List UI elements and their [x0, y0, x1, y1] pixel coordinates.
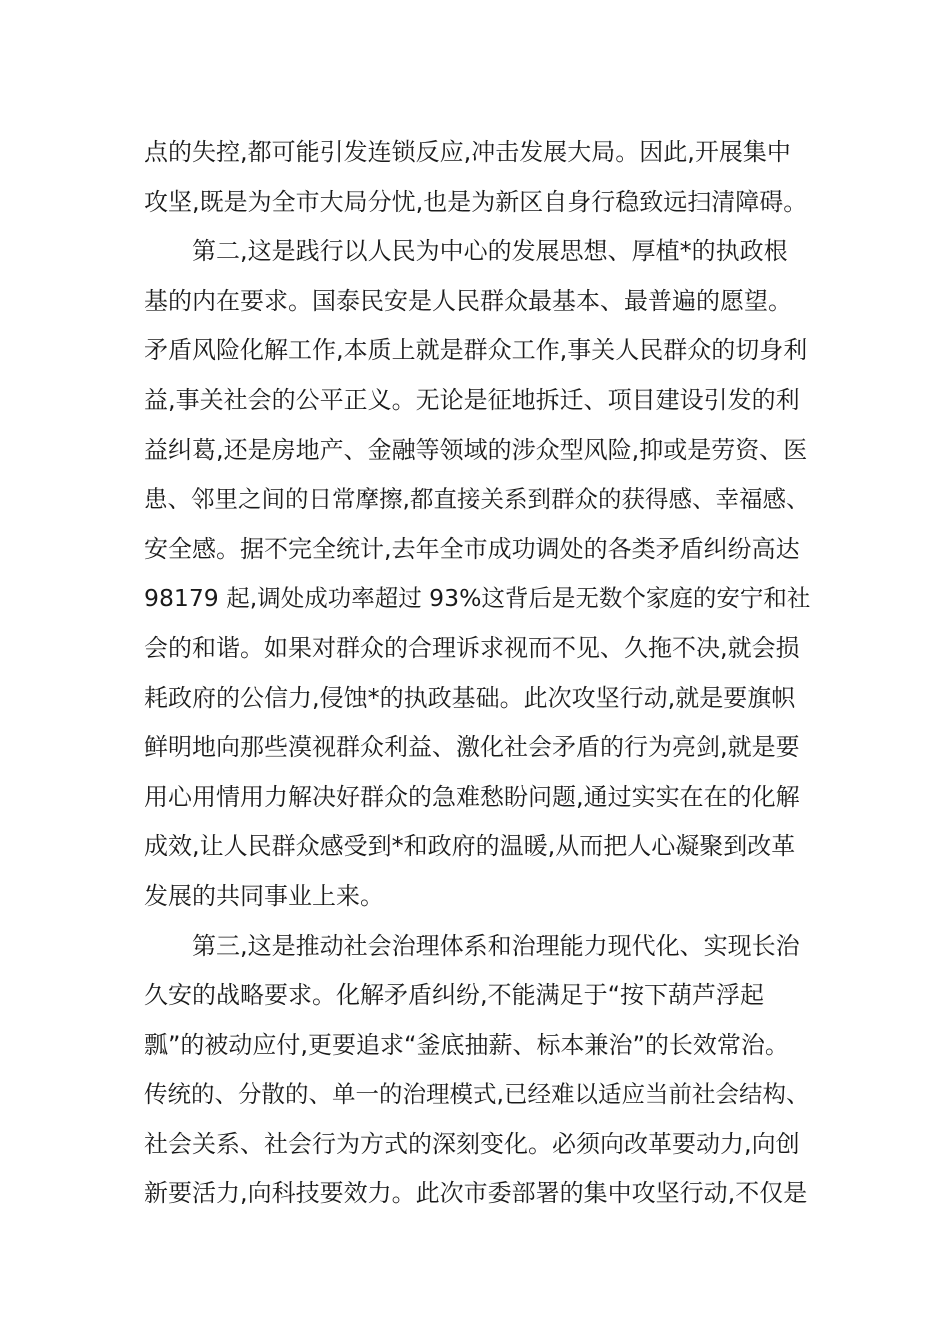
- text-line: 新要活力,向科技要效力。此次市委部署的集中攻坚行动,不仅是: [144, 1179, 808, 1208]
- text-line: 成效,让人民群众感受到*和政府的温暖,从而把人心凝聚到改革: [144, 832, 796, 861]
- text-line: 患、邻里之间的日常摩擦,都直接关系到群众的获得感、幸福感、: [144, 485, 810, 514]
- text-line: 用心用情用力解决好群众的急难愁盼问题,通过实实在在的化解: [144, 782, 800, 811]
- text-line: 第三,这是推动社会治理体系和治理能力现代化、实现长治: [192, 931, 800, 960]
- text-line: 矛盾风险化解工作,本质上就是群众工作,事关人民群众的切身利: [144, 336, 808, 365]
- text-line: 98179 起,调处成功率超过 93%这背后是无数个家庭的安宁和社: [144, 584, 811, 613]
- text-line: 发展的共同事业上来。: [144, 881, 384, 910]
- text-line: 会的和谐。如果对群众的合理诉求视而不见、久拖不决,就会损: [144, 633, 800, 662]
- text-line: 第二,这是践行以人民为中心的发展思想、厚植*的执政根: [192, 237, 788, 266]
- text-line: 益纠葛,还是房地产、金融等领域的涉众型风险,抑或是劳资、医: [144, 435, 808, 464]
- text-line: 益,事关社会的公平正义。无论是征地拆迁、项目建设引发的利: [144, 385, 800, 414]
- text-line: 安全感。据不完全统计,去年全市成功调处的各类矛盾纠纷高达: [144, 534, 800, 563]
- text-line: 久安的战略要求。化解矛盾纠纷,不能满足于“按下葫芦浮起: [144, 981, 765, 1010]
- text-line: 鲜明地向那些漠视群众利益、激化社会矛盾的行为亮剑,就是要: [144, 733, 800, 762]
- text-line: 传统的、分散的、单一的治理模式,已经难以适应当前社会结构、: [144, 1080, 810, 1109]
- text-line: 攻坚,既是为全市大局分忧,也是为新区自身行稳致远扫清障碍。: [144, 187, 808, 216]
- text-line: 耗政府的公信力,侵蚀*的执政基础。此次攻坚行动,就是要旗帜: [144, 683, 796, 712]
- text-line: 社会关系、社会行为方式的深刻变化。必须向改革要动力,向创: [144, 1129, 800, 1158]
- text-line: 基的内在要求。国泰民安是人民群众最基本、最普遍的愿望。: [144, 286, 792, 315]
- text-line: 点的失控,都可能引发连锁反应,冲击发展大局。因此,开展集中: [144, 138, 791, 166]
- text-line: 瓢”的被动应付,更要追求“釜底抽薪、标本兼治”的长效常治。: [144, 1030, 789, 1059]
- document-body: [144, 128, 814, 1219]
